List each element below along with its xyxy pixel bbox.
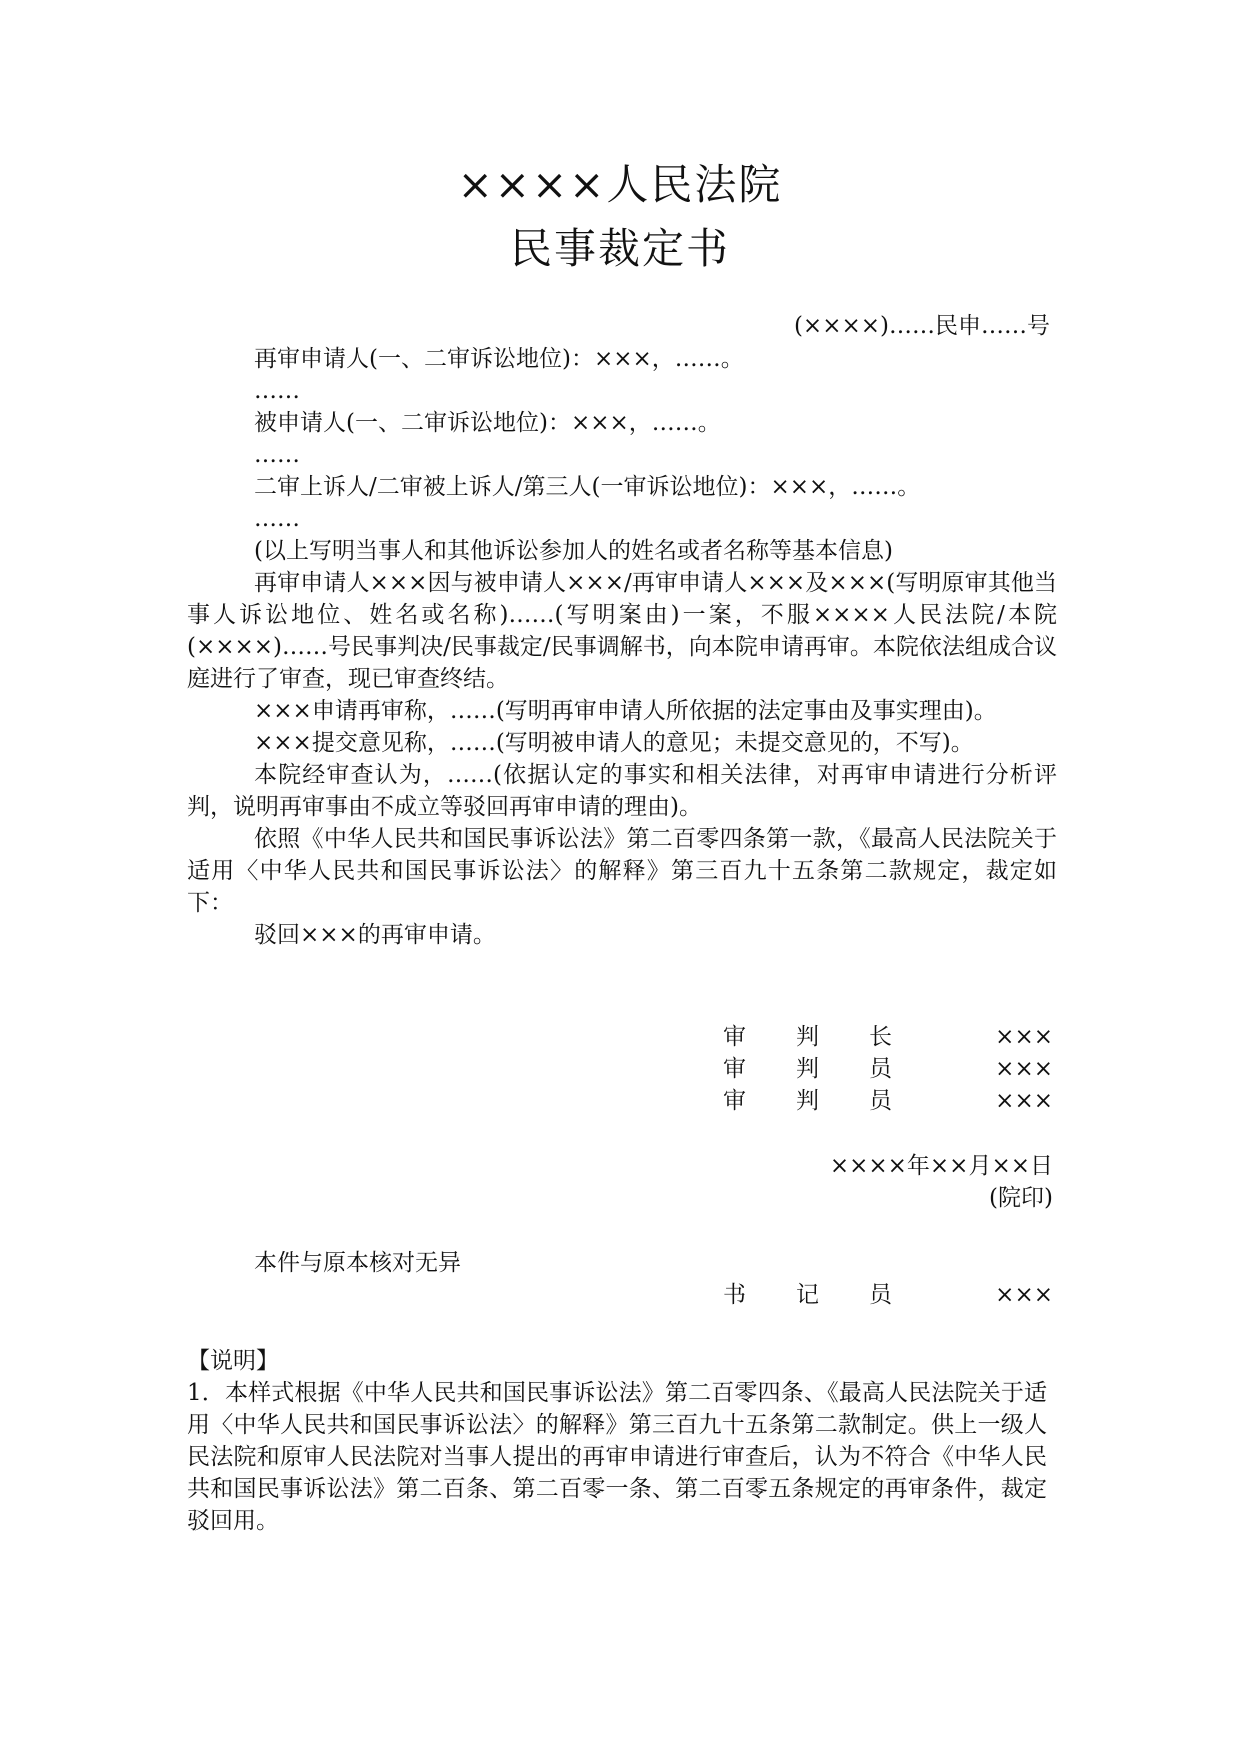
clerk-name: ××× [995,1282,1053,1308]
body-paragraph-1: 再审申请人×××因与被申请人×××/再审申请人×××及×××(写明原审其他当事人诉讼地位、姓名或名称)……(写明案由)一案，不服××××人民法院/本院(××××)……号民事判决/民事裁定/民事调解书，向本院申请再审。本院依法组成合议庭进行了审查，现已审查终结。 [187,570,1057,692]
clerk-row [723,1279,1053,1311]
party-respondent: 被申请人(一、二审诉讼地位)：×××，……。 [254,410,721,436]
judge-title-char: 员 [869,1088,892,1114]
judge-title-char: 员 [869,1056,892,1082]
judge-title-char: 审 [723,1056,746,1082]
ruling-date: ××××年××月××日 [829,1153,1053,1179]
judge-title-char: 判 [796,1056,819,1082]
court-name: ××××人民法院 [457,160,783,209]
parties-note: (以上写明当事人和其他诉讼参加人的姓名或者名称等基本信息) [254,538,893,564]
body-paragraph-3: ×××提交意见称，……(写明被申请人的意见；未提交意见的，不写)。 [254,730,974,756]
party-respondent-ellipsis: …… [254,442,300,468]
judge-title-char: 审 [723,1024,746,1050]
body-paragraph-2: ×××申请再审称，……(写明再审申请人所依据的法定事由及事实理由)。 [254,698,997,724]
case-number: (××××)……民申……号 [793,313,1050,339]
judge-row-3 [723,1085,1053,1117]
explanation-heading: 【说明】 [187,1348,279,1374]
judge-row-2 [723,1053,1053,1085]
judge-name: ××× [995,1088,1053,1114]
clerk-title-char: 书 [723,1282,746,1308]
judge-title-char: 审 [723,1088,746,1114]
ruling-text: 驳回×××的再审申请。 [254,922,496,948]
explanation-item-1: 1．本样式根据《中华人民共和国民事诉讼法》第二百零四条、《最高人民法院关于适用〈中华人民共和国民事诉讼法〉的解释》第三百九十五条第二款制定。供上一级人民法院和原审人民法院对当事人提出的再审申请进行审查后，认为不符合《中华人民共和国民事诉讼法》第二百条、第二百零一条、第二百零五条规定的再审条件，裁定驳回用。 [187,1380,1047,1534]
clerk-title-char: 员 [869,1282,892,1308]
judge-title-char: 判 [796,1024,819,1050]
party-other: 二审上诉人/二审被上诉人/第三人(一审诉讼地位)：×××，……。 [254,474,921,500]
party-applicant: 再审申请人(一、二审诉讼地位)：×××，……。 [254,346,744,372]
judge-name: ××× [995,1056,1053,1082]
party-other-ellipsis: …… [254,506,300,532]
body-paragraph-4: 本院经审查认为，……(依据认定的事实和相关法律，对再审申请进行分析评判，说明再审事由不成立等驳回再审申请的理由)。 [187,762,1057,820]
party-applicant-ellipsis: …… [254,378,300,404]
court-seal: (院印) [989,1185,1053,1211]
body-paragraph-5: 依照《中华人民共和国民事诉讼法》第二百零四条第一款，《最高人民法院关于适用〈中华人民共和国民事诉讼法〉的解释》第三百九十五条第二款规定，裁定如下： [187,826,1057,916]
verification-note: 本件与原本核对无异 [254,1250,461,1276]
judge-row-presiding [723,1021,1053,1053]
document-title: 民事裁定书 [509,224,730,273]
judge-name: ××× [995,1024,1053,1050]
clerk-title-char: 记 [796,1282,819,1308]
judge-title-char: 长 [869,1024,892,1050]
judge-title-char: 判 [796,1088,819,1114]
